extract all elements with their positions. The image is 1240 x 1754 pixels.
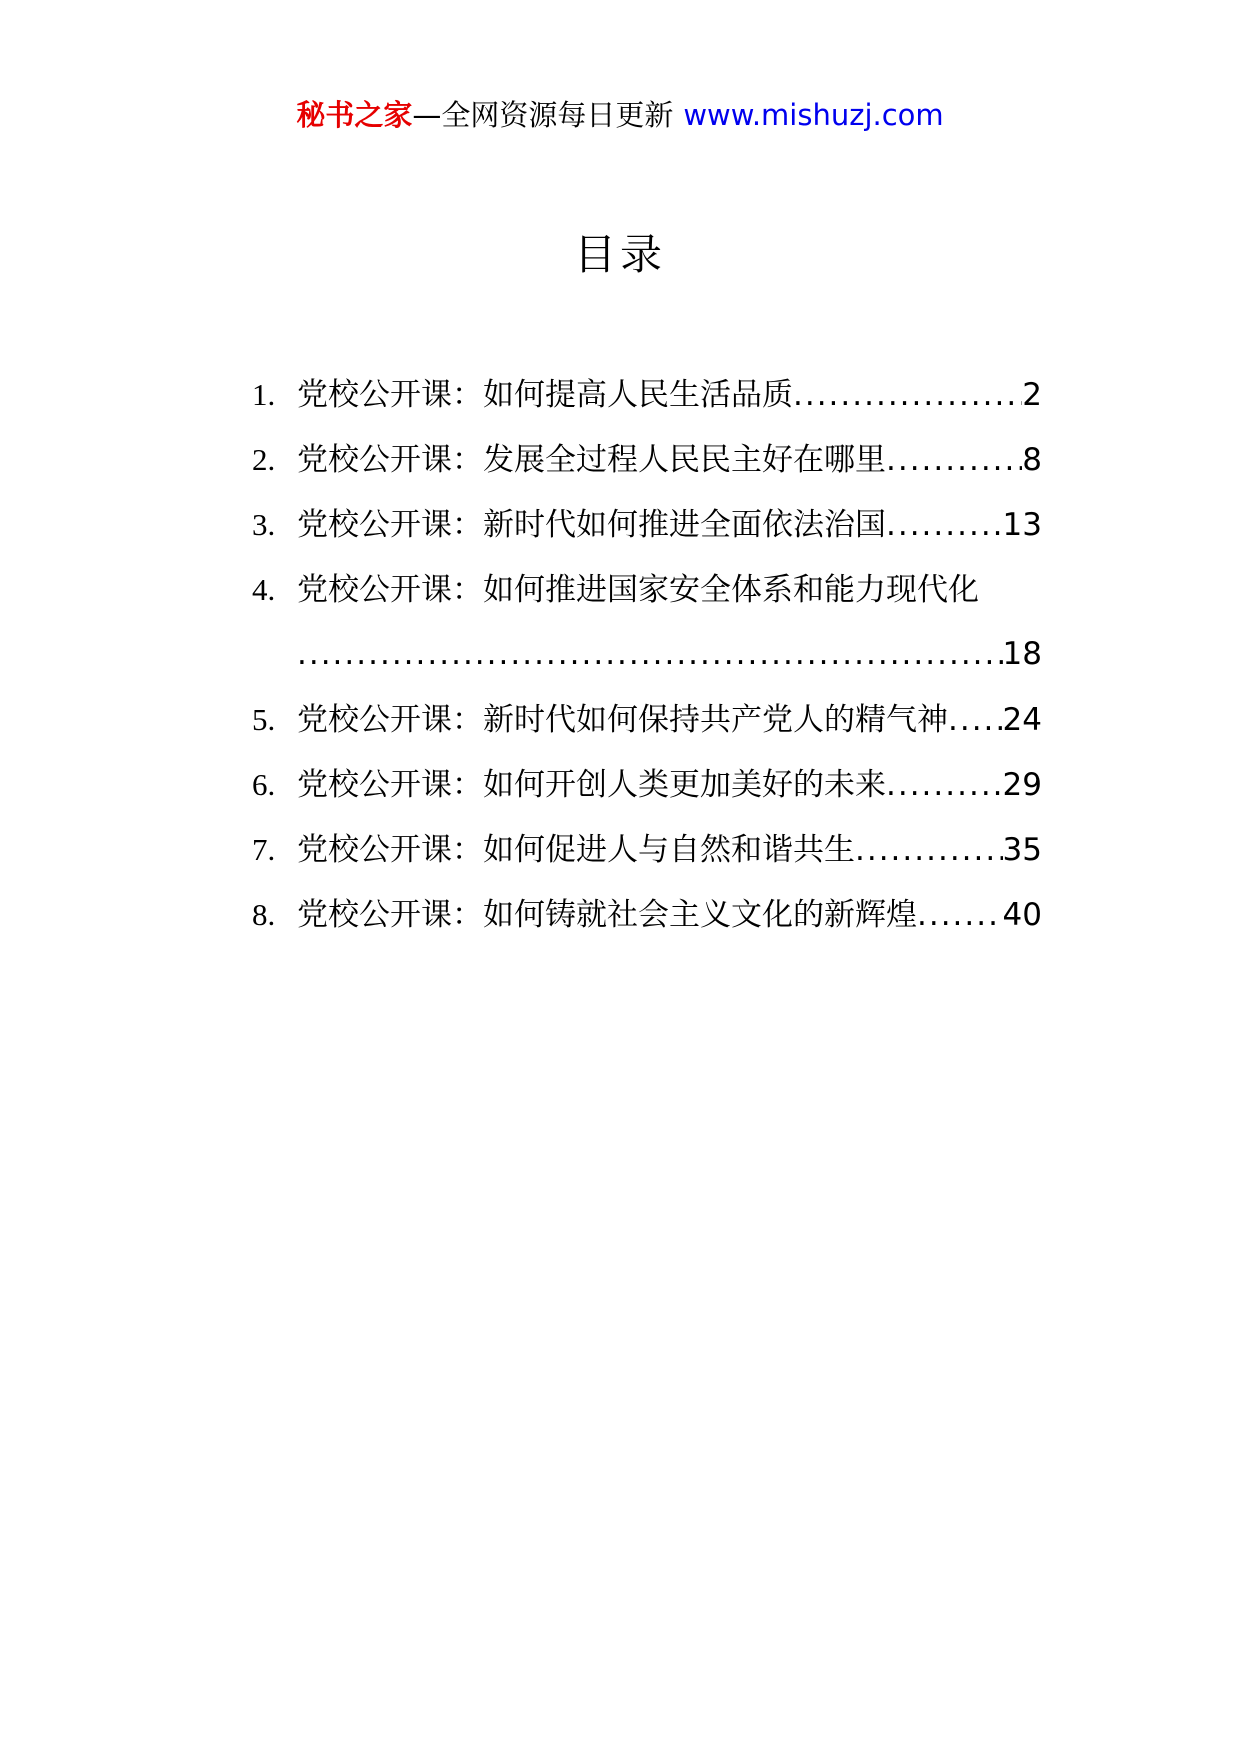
toc-entry-page: 29 <box>1002 767 1042 803</box>
toc-entry-number: 5. <box>252 702 276 737</box>
toc-entry-number: 7. <box>252 832 276 867</box>
site-url-link[interactable]: www.mishuzj.com <box>683 98 944 132</box>
page-title: 目录 <box>573 230 666 279</box>
dot-leader <box>297 622 1003 687</box>
toc-entry-number: 1. <box>252 377 276 412</box>
toc-entry-number: 8. <box>252 897 276 932</box>
toc-entry-title: 党校公开课：新时代如何保持共产党人的精气神 <box>297 702 948 738</box>
dot-leader <box>886 493 1003 558</box>
toc-entry-page: 8 <box>1022 442 1042 478</box>
table-of-contents <box>252 362 1042 947</box>
toc-entry-title: 党校公开课：如何推进国家安全体系和能力现代化 <box>297 572 979 608</box>
toc-entry-title: 党校公开课：发展全过程人民民主好在哪里 <box>297 442 886 478</box>
toc-entry-page: 18 <box>1002 636 1042 672</box>
toc-entry-title: 党校公开课：如何开创人类更加美好的未来 <box>297 767 886 803</box>
dot-leader <box>886 428 1022 493</box>
toc-entry-title: 党校公开课：如何促进人与自然和谐共生 <box>297 832 855 868</box>
toc-entry[interactable] <box>252 492 1042 557</box>
toc-entry[interactable] <box>252 882 1042 947</box>
toc-entry-title: 党校公开课：如何提高人民生活品质 <box>297 377 793 413</box>
toc-entry-title: 党校公开课：新时代如何推进全面依法治国 <box>297 507 886 543</box>
toc-entry-page: 40 <box>1002 897 1042 933</box>
toc-entry-number: 2. <box>252 442 276 477</box>
toc-entry-number: 3. <box>252 507 276 542</box>
toc-entry[interactable] <box>252 427 1042 492</box>
toc-entry-page: 13 <box>1002 507 1042 543</box>
toc-entry[interactable] <box>252 752 1042 817</box>
dot-leader <box>886 753 1003 818</box>
toc-entry-number: 6. <box>252 767 276 802</box>
toc-entry[interactable] <box>252 557 1042 687</box>
toc-entry[interactable] <box>252 362 1042 427</box>
toc-entry-page: 2 <box>1022 377 1042 413</box>
tagline: —全网资源每日更新 <box>412 98 674 132</box>
brand-name: 秘书之家 <box>296 98 413 132</box>
toc-entry-number: 4. <box>252 572 276 607</box>
toc-entry[interactable] <box>252 817 1042 882</box>
toc-entry[interactable] <box>252 687 1042 752</box>
toc-entry-page: 24 <box>1002 702 1042 738</box>
dot-leader <box>855 818 1003 883</box>
dot-leader <box>793 363 1022 428</box>
toc-entry-title: 党校公开课：如何铸就社会主义文化的新辉煌 <box>297 897 917 933</box>
dot-leader <box>917 883 1003 948</box>
toc-entry-page: 35 <box>1002 832 1042 868</box>
site-header <box>0 98 1240 133</box>
dot-leader <box>948 688 1003 753</box>
